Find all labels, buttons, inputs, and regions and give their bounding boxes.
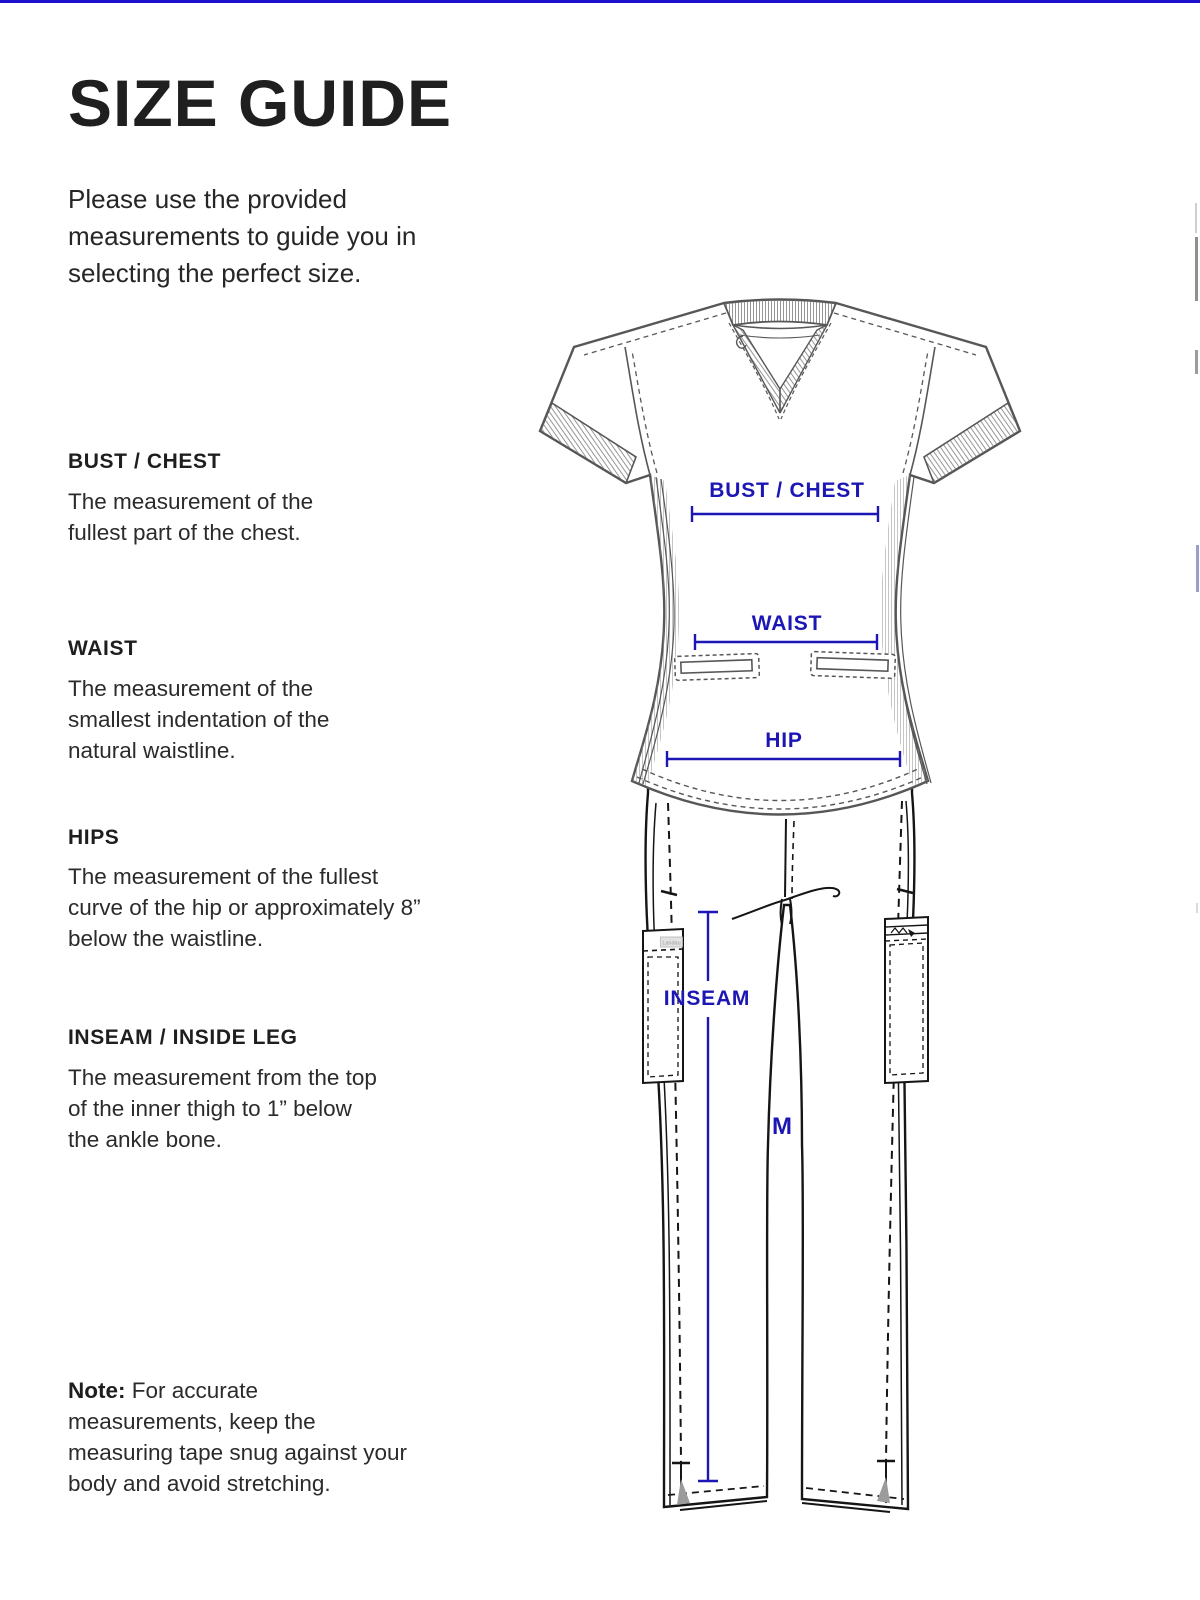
note-text <box>68 1375 408 1499</box>
section-heading-bust: BUST / CHEST <box>68 450 222 473</box>
section-body-hips: The measurement of the fullest curve of the hip or approximately 8” below the waistline. <box>68 864 421 951</box>
section-body-bust: The measurement of the fullest part of the chest. <box>68 489 314 545</box>
brand-tag-text: Landau <box>662 940 681 947</box>
section-body-waist: The measurement of the smallest indentation of the natural waistline. <box>68 676 330 763</box>
edge-artifact <box>1195 237 1198 301</box>
note-body: For accurate measurements, keep the measuring tape snug against your body and avoid stretching. <box>68 1378 407 1496</box>
welt-pocket-left <box>675 654 760 681</box>
note-label: Note: <box>68 1378 126 1403</box>
waist-label: WAIST <box>751 612 823 635</box>
bust-label: BUST / CHEST <box>709 479 865 502</box>
edge-artifact <box>1196 903 1198 913</box>
hip-label: HIP <box>765 729 803 752</box>
welt-pocket-right <box>811 652 896 679</box>
top-accent-border <box>0 0 1200 3</box>
size-letter-label: M <box>772 1113 792 1140</box>
section-heading-inseam: INSEAM / INSIDE LEG <box>68 1026 298 1049</box>
size-diagram-svg <box>530 283 1040 1563</box>
page-title: SIZE GUIDE <box>68 66 453 140</box>
inseam-label: INSEAM <box>663 987 751 1010</box>
intro-text: Please use the provided measurements to guide you in selecting the perfect size. <box>68 184 417 288</box>
edge-artifact <box>1195 350 1198 374</box>
edge-artifact <box>1195 203 1197 233</box>
garment-diagram <box>530 283 1040 1563</box>
section-heading-waist: WAIST <box>68 637 138 660</box>
section-body-inseam: The measurement from the top of the inner thigh to 1” below the ankle bone. <box>68 1065 377 1152</box>
cargo-pocket-right <box>885 917 928 1083</box>
section-heading-hips: HIPS <box>68 826 120 849</box>
edge-artifact <box>1196 545 1199 592</box>
